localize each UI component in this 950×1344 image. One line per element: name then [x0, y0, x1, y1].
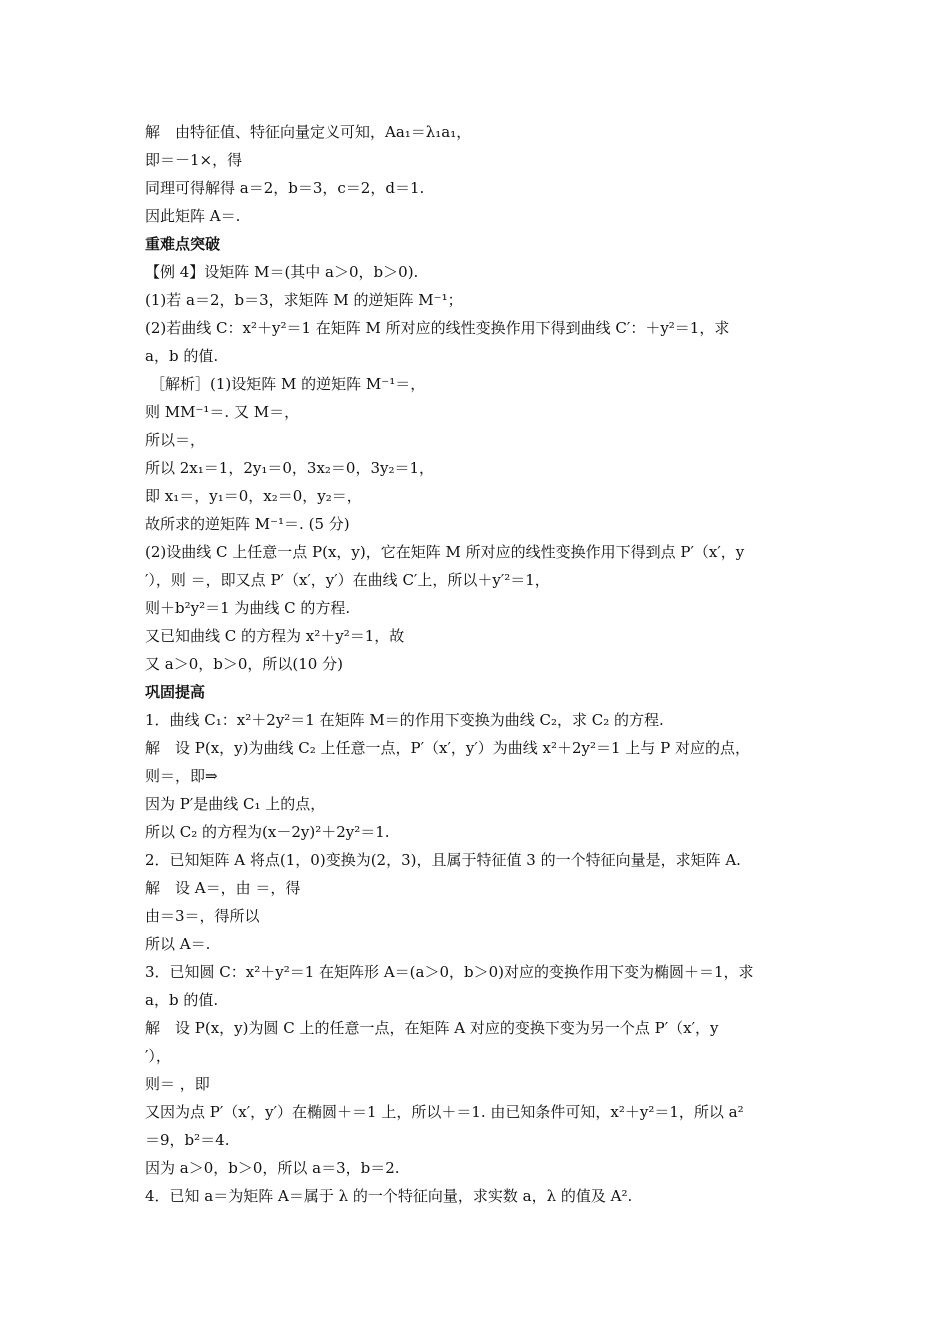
text-line: 解 设 P(x，y)为圆 C 上的任意一点，在矩阵 A 对应的变换下变为另一个点 P′（x′，y [145, 1019, 719, 1037]
text-line: 3．已知圆 C：x²＋y²＝1 在矩阵形 A＝(a＞0，b＞0)对应的变换作用下变为椭圆＋＝1，求 [145, 963, 754, 981]
text-line: ′），则 ＝，即又点 P′（x′，y′）在曲线 C′上，所以＋y′²＝1， [145, 571, 550, 589]
text-line: ′）， [145, 1047, 171, 1065]
text-line: 同理可得解得 a＝2，b＝3，c＝2，d＝1. [145, 179, 425, 197]
text-line: 所以 C₂ 的方程为(x－2y)²＋2y²＝1. [145, 823, 390, 841]
section-heading: 巩固提高 [145, 683, 206, 701]
text-line: 因此矩阵 A＝. [145, 207, 241, 225]
text-line: 则＝，即⇒ [145, 767, 218, 785]
text-line: 又 a＞0，b＞0，所以(10 分) [145, 655, 343, 673]
text-line: 解 设 P(x，y)为曲线 C₂ 上任意一点，P′（x′，y′）为曲线 x²＋2y²＝1 上与 P 对应的点， [145, 739, 750, 757]
text-line: 1．曲线 C₁：x²＋2y²＝1 在矩阵 M＝的作用下变换为曲线 C₂，求 C₂ 的方程. [145, 711, 664, 729]
text-line: 即＝－1×，得 [145, 151, 243, 169]
text-line: 所以 A＝. [145, 935, 211, 953]
text-line: 2．已知矩阵 A 将点(1，0)变换为(2，3)，且属于特征值 3 的一个特征向量是，求矩阵 A. [145, 851, 741, 869]
text-line: ＝9，b²＝4. [145, 1131, 230, 1149]
text-line: 即 x₁＝，y₁＝0，x₂＝0，y₂＝， [145, 487, 362, 505]
text-line: 又已知曲线 C 的方程为 x²＋y²＝1，故 [145, 627, 405, 645]
text-line: 因为 P′是曲线 C₁ 上的点， [145, 795, 326, 813]
text-line: a，b 的值. [145, 347, 219, 365]
text-line: 则＝ ，即 [145, 1075, 210, 1093]
text-line: 4．已知 a＝为矩阵 A＝属于 λ 的一个特征向量，求实数 a，λ 的值及 A². [145, 1187, 633, 1205]
text-line: 解 设 A＝，由 ＝，得 [145, 879, 301, 897]
text-line: 【例 4】设矩阵 M＝(其中 a＞0，b＞0). [145, 263, 419, 281]
text-line: 故所求的逆矩阵 M⁻¹＝. (5 分) [145, 515, 350, 533]
text-line: ［解析］(1)设矩阵 M 的逆矩阵 M⁻¹＝， [150, 375, 426, 393]
text-line: 因为 a＞0，b＞0，所以 a＝3，b＝2. [145, 1159, 400, 1177]
text-line: 所以＝， [145, 431, 206, 449]
text-line: (1)若 a＝2，b＝3，求矩阵 M 的逆矩阵 M⁻¹； [145, 291, 463, 309]
text-line: 解 由特征值、特征向量定义可知，Aa₁＝λ₁a₁， [145, 123, 472, 141]
text-line: 所以 2x₁＝1，2y₁＝0，3x₂＝0，3y₂＝1， [145, 459, 435, 477]
text-line: 则 MM⁻¹＝. 又 M＝， [145, 403, 300, 421]
text-line: a，b 的值. [145, 991, 219, 1009]
text-line: 由＝3＝，得所以 [145, 907, 260, 925]
text-line: 则＋b²y²＝1 为曲线 C 的方程. [145, 599, 351, 617]
text-line: 又因为点 P′（x′，y′）在椭圆＋＝1 上，所以＋＝1. 由已知条件可知，x²＋y²＝1，所以 a² [145, 1103, 744, 1121]
text-line: (2)若曲线 C：x²＋y²＝1 在矩阵 M 所对应的线性变换作用下得到曲线 C′：＋y²＝1，求 [145, 319, 730, 337]
section-heading: 重难点突破 [145, 235, 221, 253]
text-line: (2)设曲线 C 上任意一点 P(x，y)，它在矩阵 M 所对应的线性变换作用下得到点 P′（x′，y [145, 543, 745, 561]
